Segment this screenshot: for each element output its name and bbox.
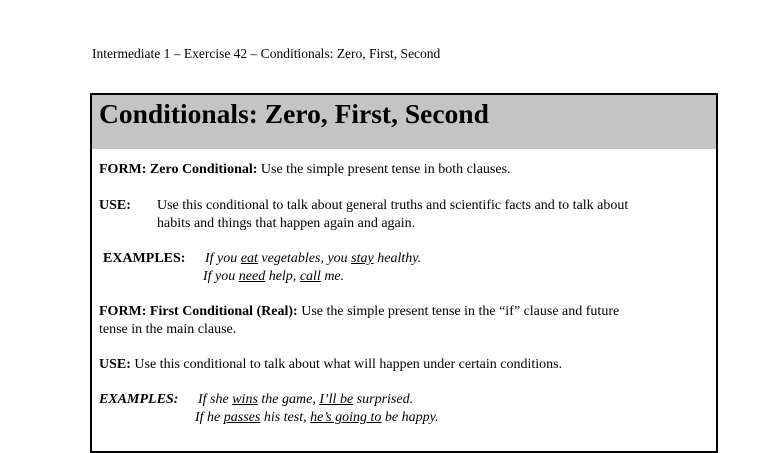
ex-text: be happy. (381, 410, 439, 425)
first-use-text: Use this conditional to talk about what will happen under certain conditions. (130, 357, 563, 372)
first-form-label: FORM: First Conditional (Real): (99, 304, 298, 319)
ex-underlined-verb: wins (232, 392, 258, 407)
ex-underlined-verb: stay (351, 251, 374, 266)
first-use-label: USE: (99, 357, 131, 372)
ex-underlined-verb: call (299, 269, 321, 284)
zero-example-2 (203, 269, 344, 285)
zero-form-text: Use the simple present tense in both clauses. (257, 162, 511, 177)
ex-underlined-verb: need (238, 269, 266, 284)
ex-text: help, (265, 269, 300, 284)
ex-text: the game, (257, 392, 320, 407)
first-use-line (99, 357, 562, 373)
ex-text: his test, (260, 410, 311, 425)
conditionals-box (90, 93, 718, 453)
first-example-2 (195, 410, 439, 426)
ex-underlined-verb: eat (240, 251, 258, 266)
ex-text: surprised. (353, 392, 414, 407)
ex-text: If you (205, 251, 241, 266)
ex-underlined-verb: passes (223, 410, 261, 425)
page-header: Intermediate 1 – Exercise 42 – Conditionals: Zero, First, Second (92, 46, 441, 61)
zero-use-label: USE: (99, 198, 131, 213)
ex-text: healthy. (373, 251, 422, 266)
zero-use-text-1: Use this conditional to talk about general truths and scientific facts and to talk about (157, 198, 629, 213)
zero-use-text-2: habits and things that happen again and again. (157, 216, 416, 231)
title-band (92, 95, 716, 149)
ex-text: me. (320, 269, 345, 284)
zero-examples-label: EXAMPLES: (103, 251, 186, 266)
ex-text: vegetables, you (257, 251, 352, 266)
ex-text: If she (198, 392, 233, 407)
zero-form-line (99, 162, 511, 178)
ex-text: If he (195, 410, 224, 425)
ex-text: If you (203, 269, 239, 284)
ex-underlined-verb: I’ll be (319, 392, 354, 407)
first-form-line (99, 304, 619, 320)
ex-underlined-verb: he’s going to (310, 410, 382, 425)
first-examples-label: EXAMPLES: (99, 392, 179, 407)
first-form-text-1: Use the simple present tense in the “if” clause and future (297, 304, 620, 319)
first-example-1 (198, 392, 413, 408)
box-title: Conditionals: Zero, First, Second (99, 98, 489, 129)
zero-example-1 (205, 251, 421, 267)
zero-form-label: FORM: Zero Conditional: (99, 162, 258, 177)
first-form-text-2: tense in the main clause. (99, 322, 237, 337)
